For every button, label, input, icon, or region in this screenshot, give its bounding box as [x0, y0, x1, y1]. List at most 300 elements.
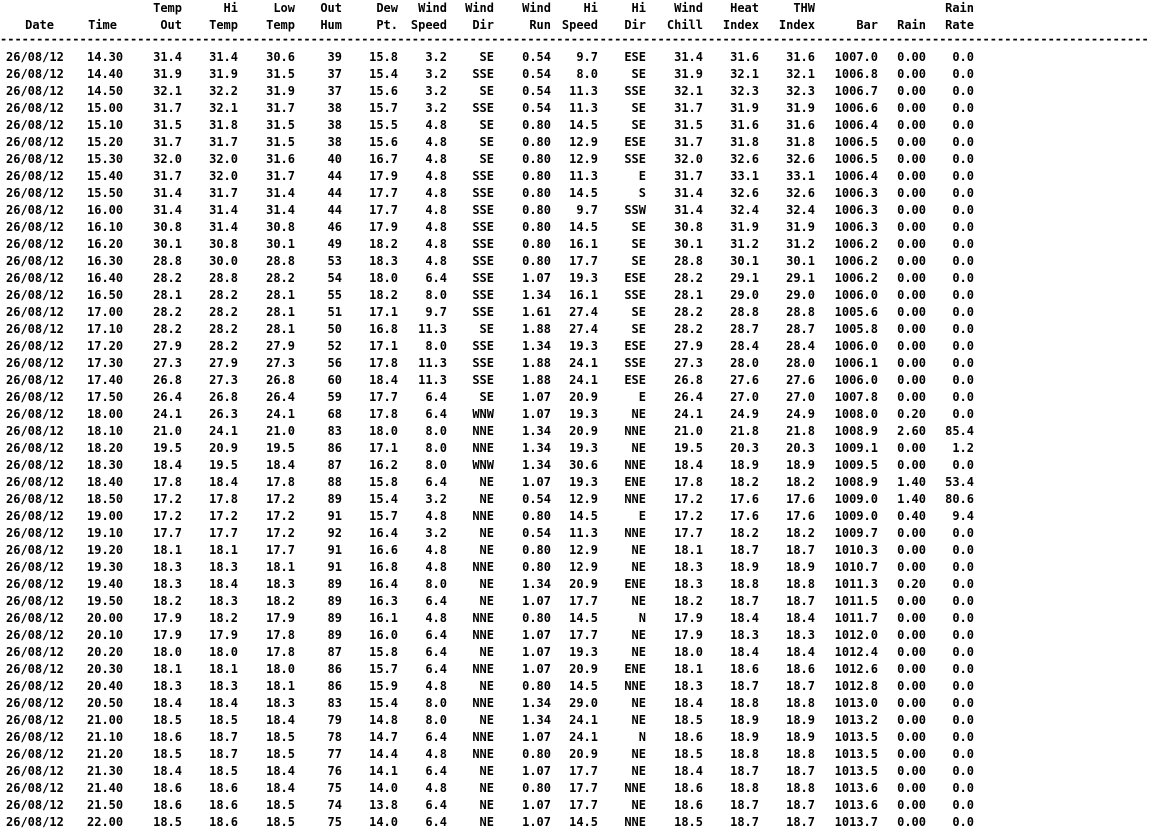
cell-rain: 0.00	[897, 543, 926, 557]
table-row	[0, 525, 981, 542]
cell-hi_dir: NE	[631, 645, 646, 659]
cell-low_temp: 18.3	[266, 696, 295, 710]
cell-thw_index: 29.0	[786, 288, 815, 302]
cell-rain_rate: 1.2	[952, 441, 974, 455]
cell-wind_speed: 4.8	[425, 118, 447, 132]
cell-time: 16.20	[87, 237, 124, 251]
cell-low_temp: 27.9	[266, 339, 295, 353]
cell-wind_chill: 26.4	[674, 390, 703, 404]
cell-dew_pt: 17.1	[369, 441, 398, 455]
cell-dew_pt: 16.7	[369, 152, 398, 166]
cell-hi_dir: ESE	[624, 271, 646, 285]
column-header-wind_speed-line1: Wind	[418, 1, 447, 15]
cell-wind_chill: 31.4	[674, 186, 703, 200]
cell-wind_dir: NNE	[472, 696, 494, 710]
cell-heat_index: 33.1	[730, 169, 759, 183]
cell-wind_speed: 8.0	[425, 424, 447, 438]
cell-low_temp: 31.7	[266, 169, 295, 183]
cell-rain: 0.00	[897, 305, 926, 319]
cell-hi_temp: 28.8	[209, 271, 238, 285]
cell-time: 21.00	[87, 713, 124, 727]
cell-rain_rate: 0.0	[952, 101, 974, 115]
table-row	[0, 168, 981, 185]
cell-hi_speed: 19.3	[569, 441, 598, 455]
cell-date: 26/08/12	[6, 305, 64, 319]
cell-wind_speed: 3.2	[425, 492, 447, 506]
cell-bar: 1006.0	[834, 339, 878, 353]
cell-wind_run: 1.34	[522, 458, 551, 472]
cell-thw_index: 31.9	[786, 101, 815, 115]
cell-heat_index: 18.4	[730, 611, 759, 625]
cell-time: 19.20	[87, 543, 124, 557]
cell-hi_speed: 27.4	[569, 305, 598, 319]
cell-rain_rate: 0.0	[952, 186, 974, 200]
cell-bar: 1006.3	[834, 186, 878, 200]
cell-rain: 0.00	[897, 441, 926, 455]
cell-time: 19.30	[87, 560, 124, 574]
cell-hi_temp: 28.2	[209, 288, 238, 302]
cell-hi_dir: SE	[631, 305, 646, 319]
table-row	[0, 270, 981, 287]
table-row	[0, 202, 981, 219]
cell-thw_index: 18.7	[786, 815, 815, 829]
cell-date: 26/08/12	[6, 441, 64, 455]
cell-out_hum: 75	[327, 815, 342, 829]
cell-time: 15.00	[87, 101, 124, 115]
cell-date: 26/08/12	[6, 628, 64, 642]
cell-bar: 1006.0	[834, 373, 878, 387]
cell-dew_pt: 18.2	[369, 288, 398, 302]
cell-heat_index: 31.9	[730, 220, 759, 234]
cell-dew_pt: 16.6	[369, 543, 398, 557]
cell-rain_rate: 0.0	[952, 679, 974, 693]
cell-rain: 0.00	[897, 458, 926, 472]
cell-wind_chill: 21.0	[674, 424, 703, 438]
cell-bar: 1013.5	[834, 730, 878, 744]
table-row	[0, 423, 981, 440]
cell-wind_chill: 31.7	[674, 135, 703, 149]
cell-hi_dir: SE	[631, 101, 646, 115]
cell-date: 26/08/12	[6, 271, 64, 285]
cell-temp_out: 18.6	[153, 730, 182, 744]
cell-bar: 1006.4	[834, 118, 878, 132]
cell-wind_chill: 31.4	[674, 203, 703, 217]
cell-hi_speed: 11.3	[569, 101, 598, 115]
cell-hi_dir: SE	[631, 237, 646, 251]
cell-temp_out: 18.4	[153, 764, 182, 778]
cell-rain: 0.00	[897, 594, 926, 608]
cell-date: 26/08/12	[6, 254, 64, 268]
cell-wind_dir: NNE	[472, 628, 494, 642]
cell-rain_rate: 0.0	[952, 339, 974, 353]
cell-rain: 0.00	[897, 135, 926, 149]
cell-rain_rate: 0.0	[952, 747, 974, 761]
data-rows	[0, 49, 981, 831]
cell-time: 15.10	[87, 118, 124, 132]
cell-wind_chill: 18.6	[674, 798, 703, 812]
cell-wind_chill: 18.4	[674, 764, 703, 778]
cell-hi_dir: NNE	[624, 526, 646, 540]
cell-wind_dir: NE	[479, 594, 494, 608]
table-row	[0, 406, 981, 423]
cell-hi_temp: 32.0	[209, 169, 238, 183]
cell-time: 16.00	[87, 203, 124, 217]
cell-hi_speed: 20.9	[569, 662, 598, 676]
column-header-out_hum-line2: Hum	[320, 18, 342, 32]
cell-wind_speed: 6.4	[425, 271, 447, 285]
cell-rain: 0.00	[897, 203, 926, 217]
cell-wind_speed: 6.4	[425, 594, 447, 608]
cell-dew_pt: 17.8	[369, 407, 398, 421]
cell-hi_temp: 18.4	[209, 577, 238, 591]
cell-hi_dir: NE	[631, 747, 646, 761]
cell-hi_dir: NE	[631, 407, 646, 421]
cell-wind_run: 1.07	[522, 271, 551, 285]
cell-hi_dir: SSW	[624, 203, 646, 217]
cell-wind_chill: 27.9	[674, 339, 703, 353]
cell-wind_chill: 18.5	[674, 713, 703, 727]
cell-hi_temp: 18.4	[209, 696, 238, 710]
cell-heat_index: 29.0	[730, 288, 759, 302]
cell-heat_index: 18.9	[730, 730, 759, 744]
cell-hi_temp: 18.3	[209, 594, 238, 608]
cell-temp_out: 18.6	[153, 798, 182, 812]
cell-low_temp: 19.5	[266, 441, 295, 455]
cell-dew_pt: 15.4	[369, 696, 398, 710]
cell-hi_speed: 19.3	[569, 339, 598, 353]
cell-rain: 0.00	[897, 84, 926, 98]
cell-thw_index: 32.6	[786, 186, 815, 200]
cell-wind_chill: 17.9	[674, 628, 703, 642]
cell-hi_temp: 26.3	[209, 407, 238, 421]
cell-date: 26/08/12	[6, 679, 64, 693]
cell-wind_run: 1.07	[522, 764, 551, 778]
cell-hi_speed: 14.5	[569, 220, 598, 234]
cell-heat_index: 27.0	[730, 390, 759, 404]
cell-hi_speed: 19.3	[569, 271, 598, 285]
cell-wind_dir: NE	[479, 543, 494, 557]
cell-wind_speed: 4.8	[425, 611, 447, 625]
cell-rain: 0.00	[897, 679, 926, 693]
cell-dew_pt: 17.7	[369, 186, 398, 200]
cell-wind_chill: 18.3	[674, 577, 703, 591]
cell-wind_dir: SSE	[472, 254, 494, 268]
cell-out_hum: 40	[327, 152, 342, 166]
cell-hi_temp: 31.4	[209, 203, 238, 217]
cell-time: 18.10	[87, 424, 124, 438]
cell-hi_dir: SE	[631, 220, 646, 234]
cell-wind_run: 0.80	[522, 152, 551, 166]
cell-temp_out: 30.1	[153, 237, 182, 251]
cell-rain_rate: 0.0	[952, 356, 974, 370]
cell-rain: 0.00	[897, 696, 926, 710]
cell-bar: 1006.5	[834, 152, 878, 166]
cell-out_hum: 55	[327, 288, 342, 302]
cell-temp_out: 18.3	[153, 679, 182, 693]
cell-rain: 2.60	[897, 424, 926, 438]
cell-rain: 0.00	[897, 526, 926, 540]
cell-dew_pt: 14.0	[369, 815, 398, 829]
cell-hi_dir: S	[638, 186, 646, 200]
cell-dew_pt: 14.4	[369, 747, 398, 761]
cell-thw_index: 18.7	[786, 543, 815, 557]
table-row	[0, 100, 981, 117]
cell-thw_index: 18.8	[786, 696, 815, 710]
cell-wind_run: 0.54	[522, 67, 551, 81]
cell-rain_rate: 0.0	[952, 594, 974, 608]
cell-thw_index: 28.4	[786, 339, 815, 353]
cell-time: 19.10	[87, 526, 124, 540]
cell-low_temp: 17.2	[266, 492, 295, 506]
cell-wind_run: 0.54	[522, 526, 551, 540]
cell-date: 26/08/12	[6, 237, 64, 251]
cell-hi_dir: E	[638, 390, 646, 404]
cell-thw_index: 18.4	[786, 645, 815, 659]
cell-hi_dir: ESE	[624, 339, 646, 353]
cell-wind_run: 1.07	[522, 628, 551, 642]
cell-low_temp: 18.4	[266, 764, 295, 778]
cell-out_hum: 46	[327, 220, 342, 234]
cell-low_temp: 17.8	[266, 628, 295, 642]
cell-hi_temp: 31.9	[209, 67, 238, 81]
cell-out_hum: 86	[327, 441, 342, 455]
cell-wind_chill: 18.5	[674, 747, 703, 761]
cell-heat_index: 18.9	[730, 560, 759, 574]
cell-heat_index: 28.0	[730, 356, 759, 370]
cell-wind_speed: 8.0	[425, 458, 447, 472]
cell-low_temp: 28.1	[266, 322, 295, 336]
cell-temp_out: 31.7	[153, 169, 182, 183]
cell-bar: 1006.7	[834, 84, 878, 98]
cell-heat_index: 18.2	[730, 526, 759, 540]
cell-out_hum: 89	[327, 577, 342, 591]
cell-out_hum: 38	[327, 135, 342, 149]
cell-low_temp: 31.5	[266, 118, 295, 132]
cell-hi_speed: 14.5	[569, 509, 598, 523]
cell-low_temp: 31.7	[266, 101, 295, 115]
cell-thw_index: 24.9	[786, 407, 815, 421]
cell-wind_speed: 4.8	[425, 747, 447, 761]
cell-out_hum: 83	[327, 696, 342, 710]
cell-temp_out: 19.5	[153, 441, 182, 455]
cell-heat_index: 30.1	[730, 254, 759, 268]
cell-hi_temp: 32.1	[209, 101, 238, 115]
cell-hi_dir: NNE	[624, 424, 646, 438]
cell-temp_out: 32.0	[153, 152, 182, 166]
header-separator: ---------------------------------------------------------------------------------------------------------------------------------------------------------------	[0, 32, 1149, 46]
column-header-dew_pt-line2: Pt.	[376, 18, 398, 32]
cell-wind_speed: 6.4	[425, 628, 447, 642]
cell-out_hum: 86	[327, 662, 342, 676]
cell-dew_pt: 18.3	[369, 254, 398, 268]
cell-low_temp: 17.9	[266, 611, 295, 625]
cell-hi_speed: 24.1	[569, 713, 598, 727]
table-row	[0, 355, 981, 372]
cell-wind_chill: 32.0	[674, 152, 703, 166]
cell-time: 16.30	[87, 254, 124, 268]
cell-hi_temp: 27.9	[209, 356, 238, 370]
cell-rain_rate: 0.0	[952, 543, 974, 557]
cell-hi_speed: 12.9	[569, 152, 598, 166]
cell-time: 20.10	[87, 628, 124, 642]
cell-rain: 0.00	[897, 50, 926, 64]
cell-dew_pt: 15.8	[369, 50, 398, 64]
cell-thw_index: 17.6	[786, 509, 815, 523]
cell-wind_run: 0.80	[522, 254, 551, 268]
cell-time: 18.30	[87, 458, 124, 472]
cell-hi_speed: 8.0	[576, 67, 598, 81]
cell-heat_index: 18.8	[730, 781, 759, 795]
cell-out_hum: 56	[327, 356, 342, 370]
cell-out_hum: 89	[327, 492, 342, 506]
table-row	[0, 372, 981, 389]
cell-dew_pt: 15.5	[369, 118, 398, 132]
cell-hi_speed: 16.1	[569, 237, 598, 251]
cell-out_hum: 44	[327, 169, 342, 183]
column-header-hi_temp-line2: Temp	[209, 18, 238, 32]
cell-wind_dir: SSE	[472, 169, 494, 183]
cell-time: 18.40	[87, 475, 124, 489]
cell-time: 16.10	[87, 220, 124, 234]
cell-time: 20.00	[87, 611, 124, 625]
cell-wind_dir: SE	[479, 322, 494, 336]
cell-dew_pt: 14.7	[369, 730, 398, 744]
table-row	[0, 712, 981, 729]
cell-wind_dir: SE	[479, 84, 494, 98]
cell-wind_run: 1.34	[522, 577, 551, 591]
cell-wind_speed: 8.0	[425, 288, 447, 302]
cell-wind_speed: 4.8	[425, 781, 447, 795]
cell-wind_dir: SSE	[472, 101, 494, 115]
table-row	[0, 338, 981, 355]
cell-rain_rate: 0.0	[952, 730, 974, 744]
cell-dew_pt: 17.8	[369, 356, 398, 370]
cell-out_hum: 37	[327, 84, 342, 98]
cell-wind_dir: NNE	[472, 611, 494, 625]
cell-rain_rate: 0.0	[952, 645, 974, 659]
cell-time: 17.50	[87, 390, 124, 404]
cell-heat_index: 31.9	[730, 101, 759, 115]
cell-temp_out: 17.2	[153, 509, 182, 523]
cell-rain: 0.20	[897, 577, 926, 591]
cell-heat_index: 31.8	[730, 135, 759, 149]
column-header-hi_speed-line2: Speed	[561, 18, 598, 32]
cell-rain_rate: 0.0	[952, 815, 974, 829]
cell-hi_temp: 20.9	[209, 441, 238, 455]
cell-wind_run: 0.80	[522, 543, 551, 557]
cell-dew_pt: 16.8	[369, 322, 398, 336]
cell-low_temp: 18.4	[266, 713, 295, 727]
cell-low_temp: 18.4	[266, 458, 295, 472]
cell-thw_index: 18.9	[786, 730, 815, 744]
cell-wind_speed: 6.4	[425, 764, 447, 778]
table-row	[0, 695, 981, 712]
cell-out_hum: 89	[327, 611, 342, 625]
cell-hi_speed: 17.7	[569, 781, 598, 795]
cell-rain: 0.00	[897, 118, 926, 132]
cell-temp_out: 18.4	[153, 458, 182, 472]
cell-wind_run: 0.80	[522, 611, 551, 625]
cell-rain_rate: 0.0	[952, 611, 974, 625]
cell-heat_index: 17.6	[730, 509, 759, 523]
cell-low_temp: 18.5	[266, 798, 295, 812]
cell-wind_run: 0.54	[522, 50, 551, 64]
cell-thw_index: 18.2	[786, 526, 815, 540]
cell-temp_out: 18.4	[153, 696, 182, 710]
column-header-rain-line2: Rain	[897, 18, 926, 32]
cell-wind_chill: 17.2	[674, 492, 703, 506]
cell-wind_speed: 6.4	[425, 730, 447, 744]
cell-rain: 0.00	[897, 254, 926, 268]
cell-hi_dir: NE	[631, 628, 646, 642]
cell-wind_dir: NE	[479, 645, 494, 659]
cell-rain: 0.00	[897, 390, 926, 404]
cell-wind_dir: SE	[479, 118, 494, 132]
cell-hi_temp: 31.8	[209, 118, 238, 132]
cell-date: 26/08/12	[6, 424, 64, 438]
column-header-rain_rate-line1: Rain	[945, 1, 974, 15]
cell-dew_pt: 15.9	[369, 679, 398, 693]
cell-wind_chill: 18.1	[674, 662, 703, 676]
cell-temp_out: 31.5	[153, 118, 182, 132]
cell-hi_speed: 17.7	[569, 628, 598, 642]
cell-thw_index: 31.2	[786, 237, 815, 251]
cell-thw_index: 20.3	[786, 441, 815, 455]
cell-hi_dir: SSE	[624, 288, 646, 302]
cell-hi_speed: 19.3	[569, 475, 598, 489]
cell-wind_run: 0.80	[522, 203, 551, 217]
cell-temp_out: 24.1	[153, 407, 182, 421]
cell-temp_out: 28.2	[153, 305, 182, 319]
cell-wind_speed: 4.8	[425, 543, 447, 557]
cell-wind_dir: NE	[479, 781, 494, 795]
table-row	[0, 542, 981, 559]
cell-date: 26/08/12	[6, 67, 64, 81]
cell-thw_index: 28.0	[786, 356, 815, 370]
cell-wind_chill: 18.6	[674, 781, 703, 795]
cell-date: 26/08/12	[6, 747, 64, 761]
cell-bar: 1006.2	[834, 254, 878, 268]
cell-hi_speed: 14.5	[569, 186, 598, 200]
cell-wind_chill: 26.8	[674, 373, 703, 387]
cell-temp_out: 17.9	[153, 628, 182, 642]
cell-wind_chill: 18.0	[674, 645, 703, 659]
cell-dew_pt: 14.0	[369, 781, 398, 795]
cell-rain_rate: 0.0	[952, 203, 974, 217]
cell-thw_index: 31.8	[786, 135, 815, 149]
cell-hi_temp: 28.2	[209, 305, 238, 319]
cell-rain_rate: 0.0	[952, 50, 974, 64]
cell-heat_index: 18.6	[730, 662, 759, 676]
cell-out_hum: 54	[327, 271, 342, 285]
table-row	[0, 661, 981, 678]
cell-heat_index: 18.7	[730, 764, 759, 778]
cell-thw_index: 18.7	[786, 679, 815, 693]
cell-bar: 1009.0	[834, 509, 878, 523]
cell-out_hum: 89	[327, 628, 342, 642]
cell-thw_index: 31.9	[786, 220, 815, 234]
cell-heat_index: 18.3	[730, 628, 759, 642]
cell-date: 26/08/12	[6, 560, 64, 574]
cell-hi_dir: NE	[631, 764, 646, 778]
cell-bar: 1012.4	[834, 645, 878, 659]
cell-date: 26/08/12	[6, 713, 64, 727]
cell-low_temp: 18.2	[266, 594, 295, 608]
cell-wind_speed: 6.4	[425, 798, 447, 812]
cell-temp_out: 31.4	[153, 50, 182, 64]
cell-rain_rate: 53.4	[945, 475, 974, 489]
cell-rain_rate: 0.0	[952, 84, 974, 98]
